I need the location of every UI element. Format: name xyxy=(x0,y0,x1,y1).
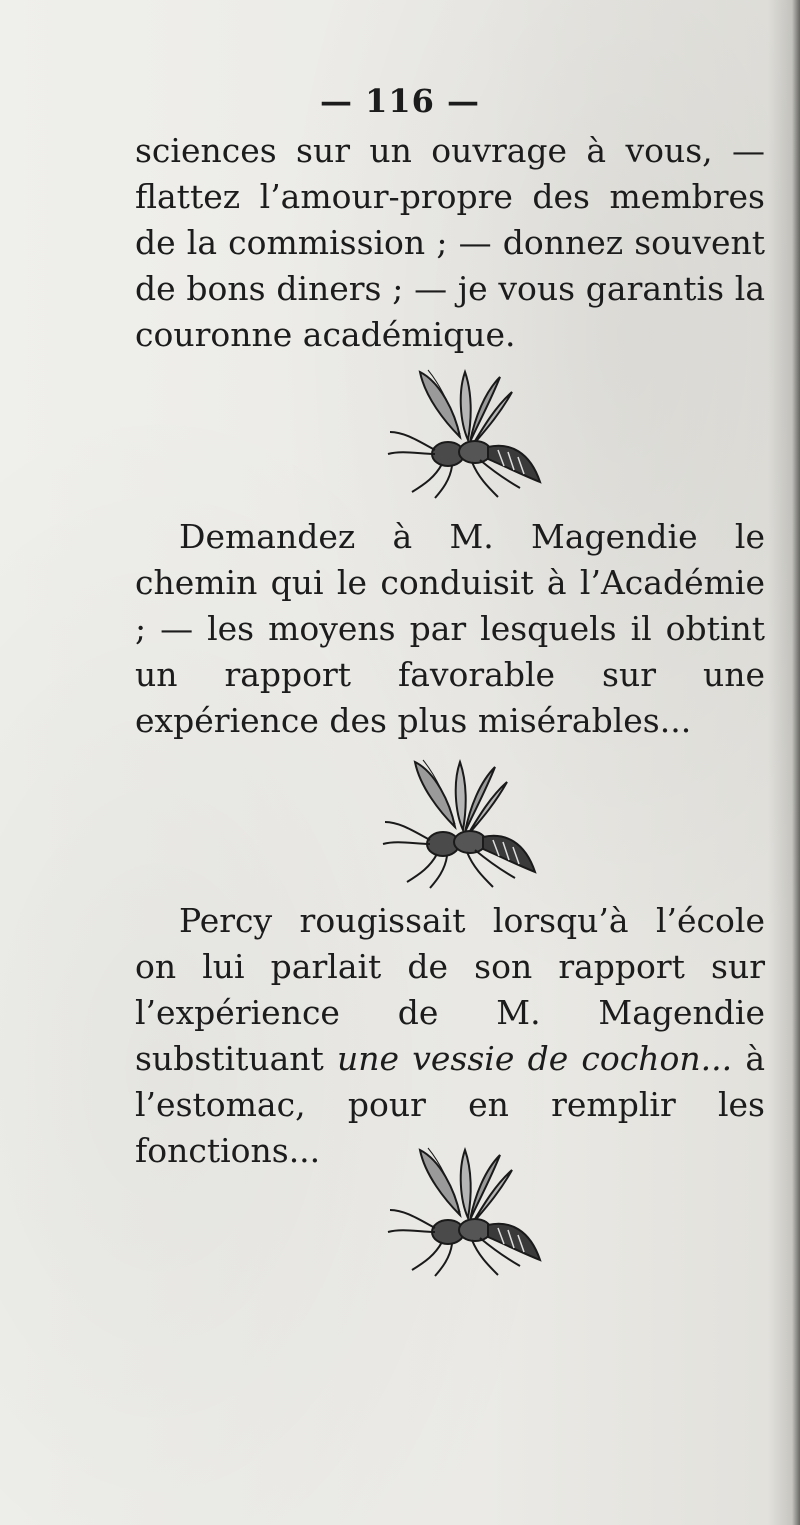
wasp-icon xyxy=(375,752,545,892)
paragraph-3-text-after: à l’estomac, pour en remplir les fonctions... xyxy=(135,1039,765,1170)
paragraph-1-text: sciences sur un ouvrage à vous, — flattez l’amour-propre des membres de la commission ; — donnez souvent de bons diners ; — je vous garantis la couronne académique. xyxy=(135,131,765,354)
page-edge-shadow xyxy=(792,0,800,1525)
wasp-icon xyxy=(380,362,550,502)
paragraph-2-text: Demandez à M. Magendie le chemin qui le conduisit à l’Académie ; — les moyens par lesquels il obtint un rapport favorable sur une expérience des plus misérables... xyxy=(135,517,765,740)
paragraph-3-text-before: Percy rougissait lorsqu’à l’école on lui parlait de son rapport sur l’expérience de M. Magendie substituant xyxy=(135,901,765,1078)
paragraph-3-text xyxy=(135,898,765,1174)
paragraph-3-italic: une vessie de cochon... xyxy=(336,1039,733,1078)
page-number: — 116 — xyxy=(319,82,481,120)
wasp-icon xyxy=(380,1140,550,1280)
paragraph-3 xyxy=(135,898,765,1174)
paragraph-2 xyxy=(135,514,765,744)
paragraph-1 xyxy=(135,128,765,358)
